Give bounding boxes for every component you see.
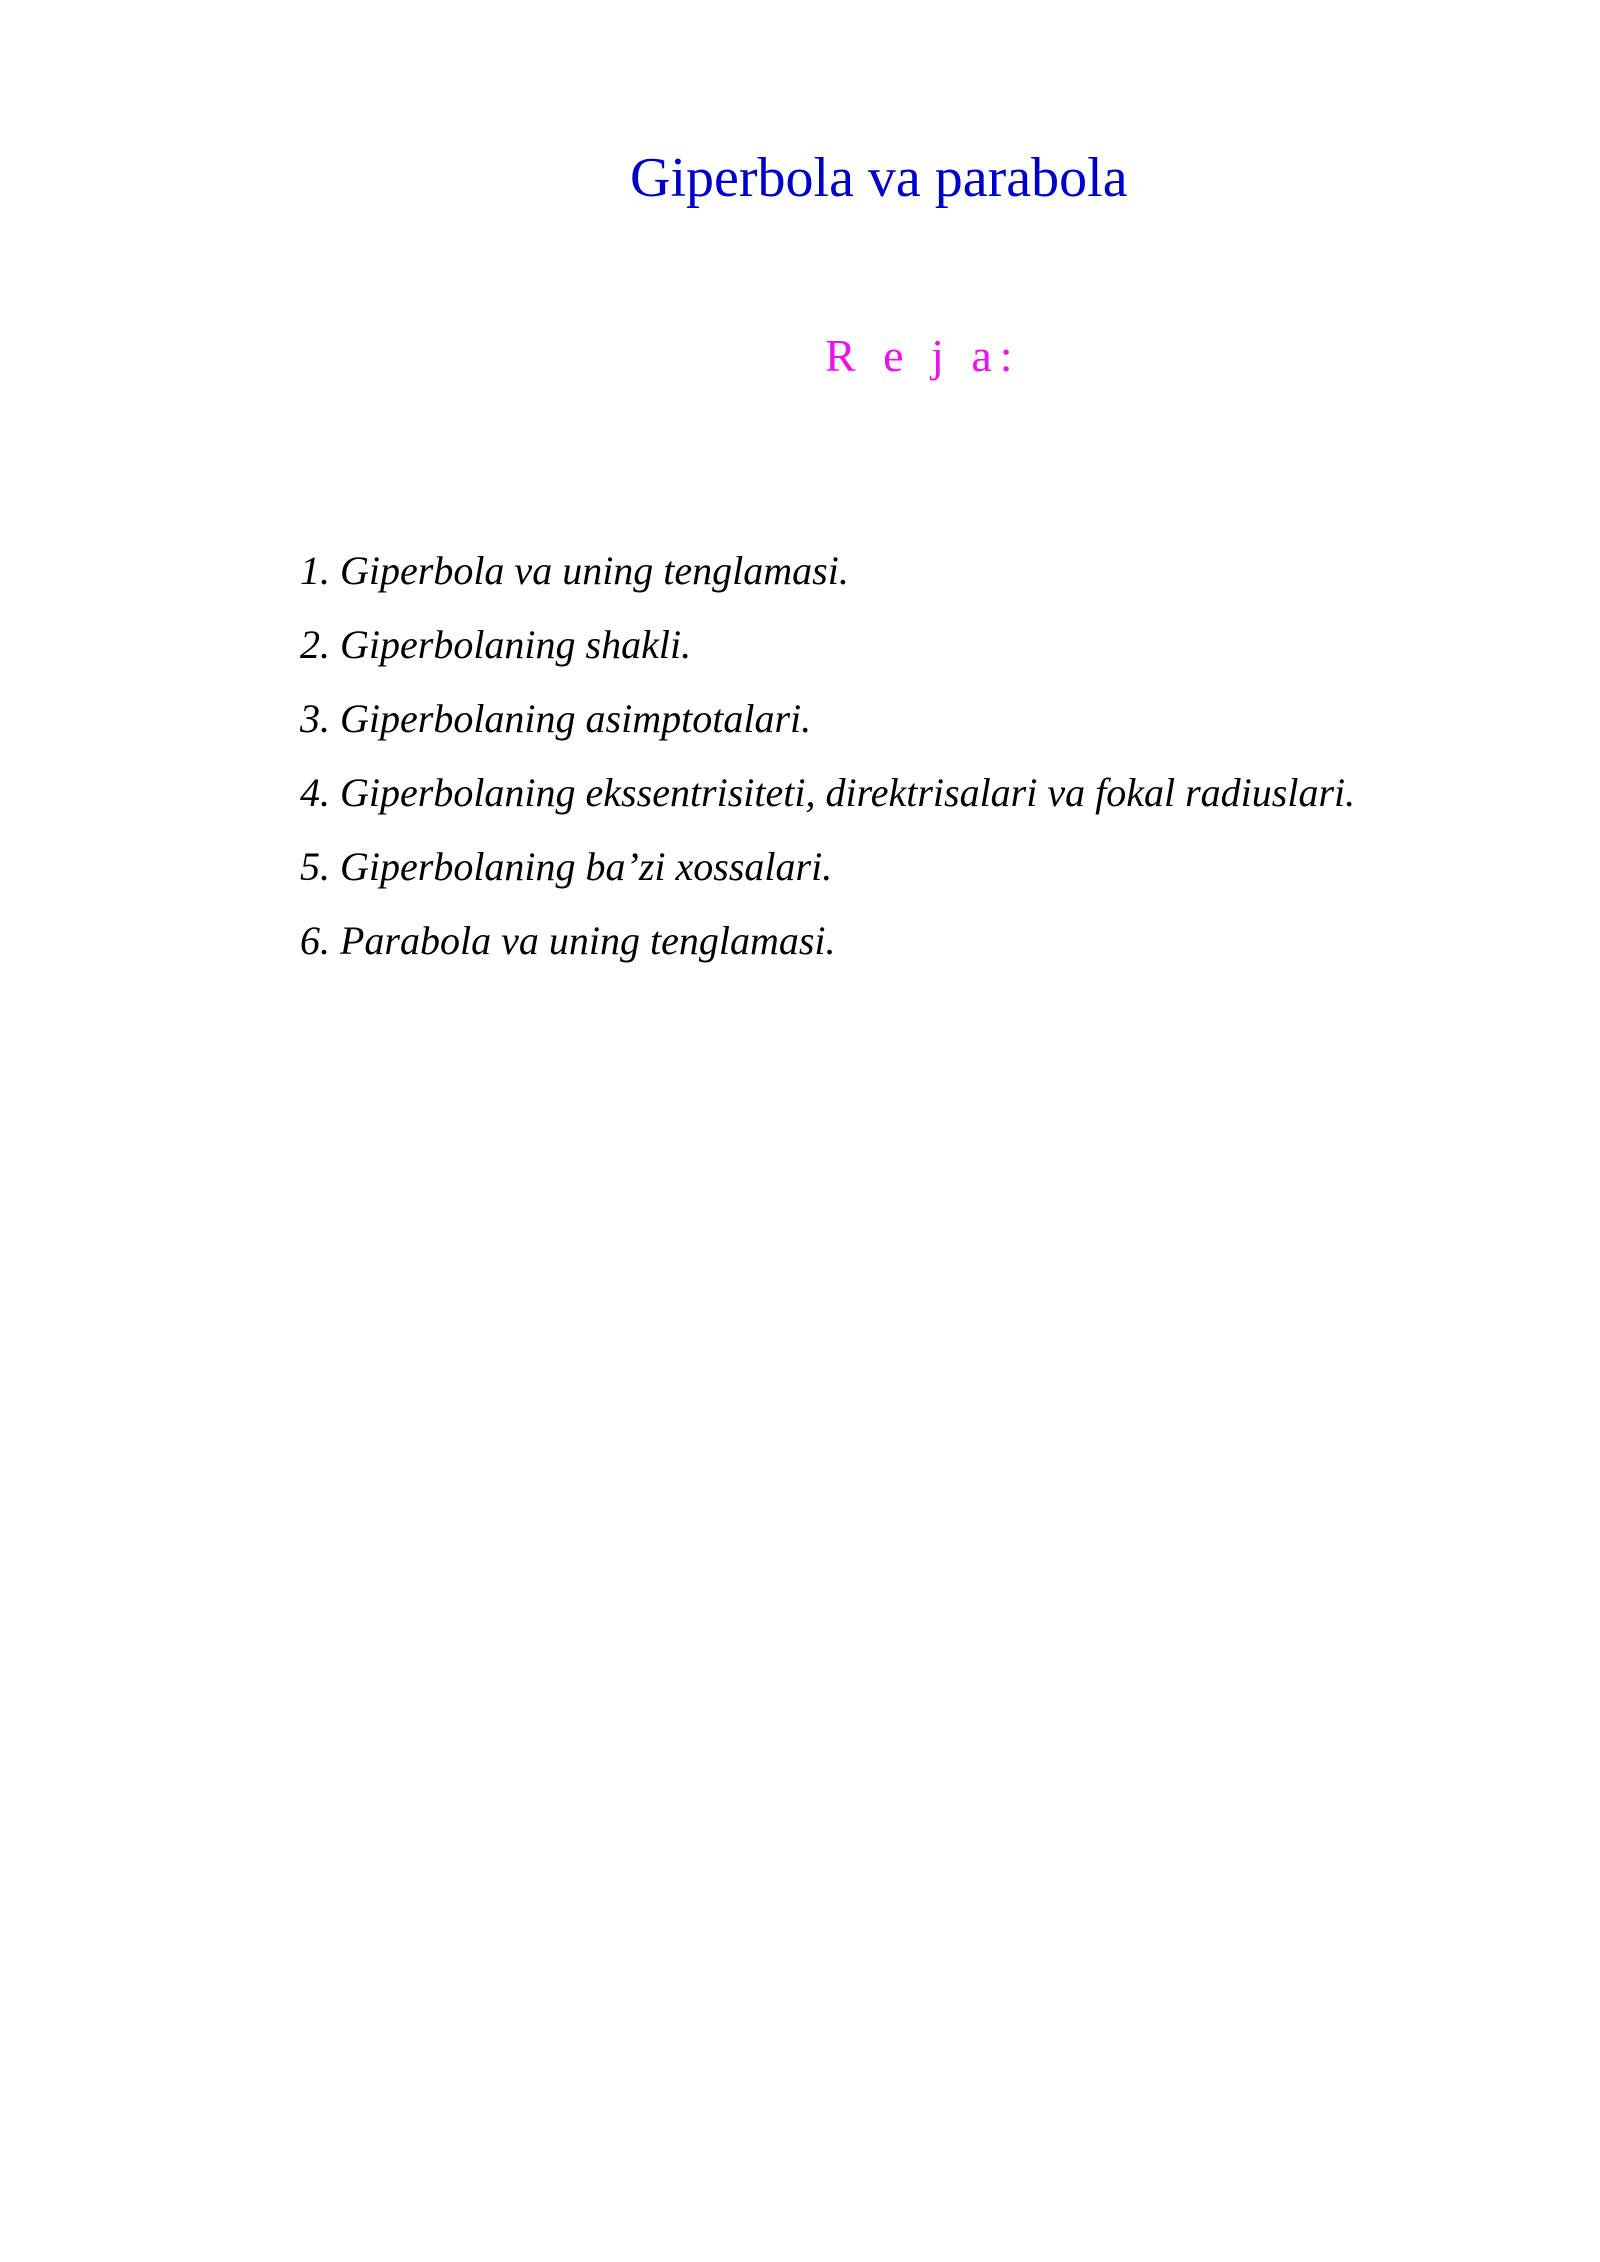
plan-item: 2. Giperbolaning shakli. <box>300 622 692 667</box>
document-title: Giperbola va parabola <box>630 147 1128 209</box>
plan-item: 4. Giperbolaning ekssentrisiteti, direktrisalari va fokal radiuslari. <box>300 770 1356 815</box>
plan-item: 1. Giperbola va uning tenglamasi. <box>300 548 849 593</box>
plan-item: 3. Giperbolaning asimptotalari. <box>300 696 812 741</box>
plan-item: 6. Parabola va uning tenglamasi. <box>300 918 836 963</box>
plan-item: 5. Giperbolaning ba’zi xossalari. <box>300 844 833 889</box>
plan-list <box>300 534 1355 978</box>
plan-heading: R e j a: <box>825 330 1021 381</box>
